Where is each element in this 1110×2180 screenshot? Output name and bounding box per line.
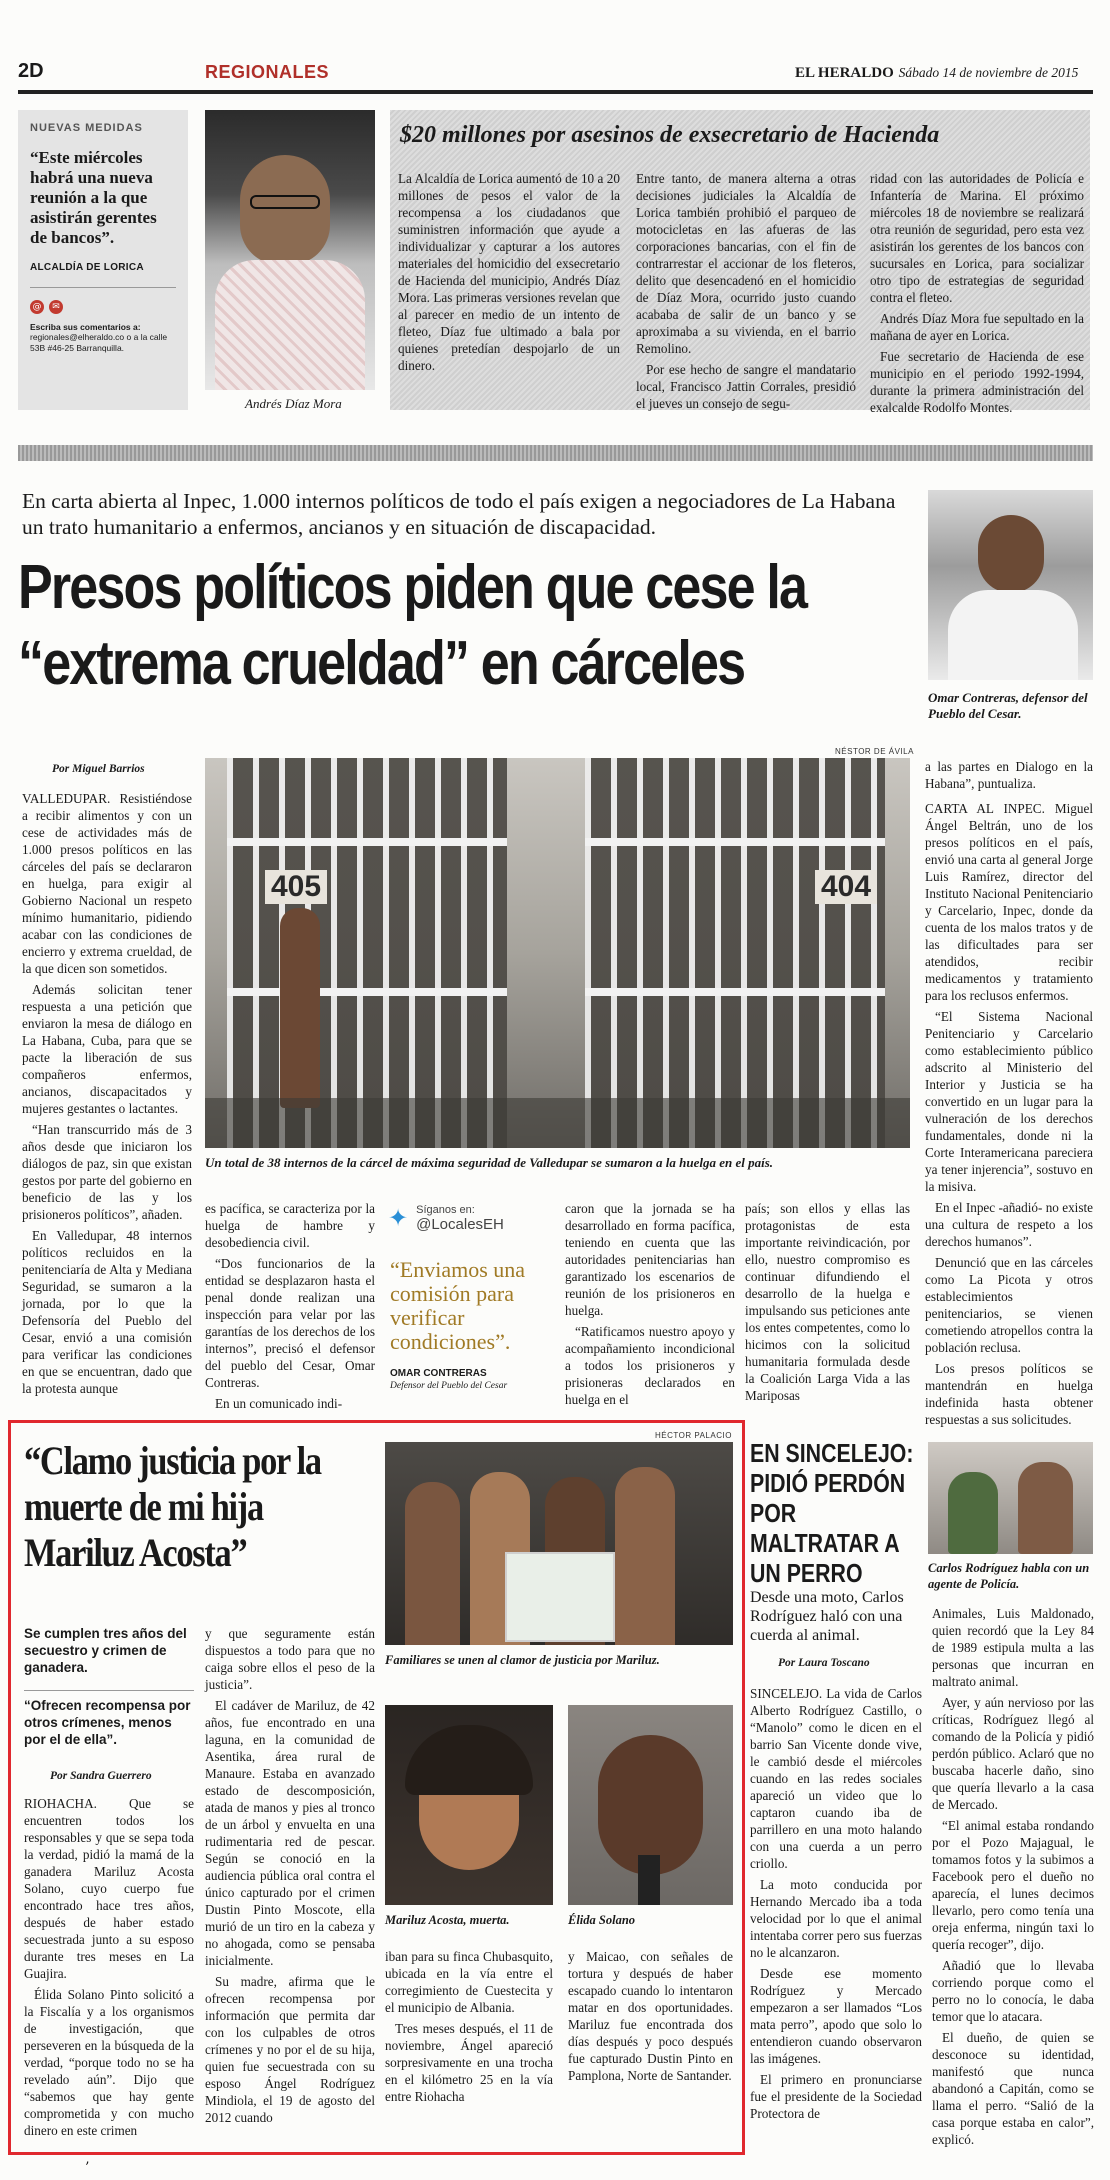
story2-col1-p3: “Han transcurrido más de 3 años desde que iniciaron los diálogos de paz, sin que existan gestos por parte del gobierno en beneficio de las y los prisioneros políticos”, añaden. (22, 1122, 192, 1222)
story2-col5-p4: Denunció que en las cárceles como La Picota y otros establecimientos penitenciarios, se vienen cometiendo atropellos contra la población reclusa. (925, 1255, 1093, 1355)
paper-name: EL HERALDO (795, 65, 894, 81)
mariluz-photo (385, 1705, 553, 1905)
story2-col5-p2: “El Sistema Nacional Penitenciario y Carcelario como establecimiento público adscrito al Ministerio del Interior y Justicia se ha convertido en un lugar para la vulneración de los derechos fundamentales, donde ni la Corte Interamericana pareciera ya tener injerencia”, sostuvo en la misiva. (925, 1009, 1093, 1194)
comment-text: regionales@elheraldo.co o a la calle 53B #46-25 Barranquilla. (30, 332, 168, 353)
elida-photo (568, 1705, 733, 1905)
story2-col4-text: país; son ellos y ellas las protagonistas de esta importante reivindicación, por ello, nuestro compromiso es continuar difundiendo el desarrollo de la huelga e impulsando sus peticiones ante los entes competentes, como lo hicimos con la solicitud humanitaria formulada desde la Coalición Larga Vida a las Mariposas (745, 1201, 910, 1403)
story2-col1-p4: En Valledupar, 48 internos políticos recluidos en la penitenciaría de Alta y Mediana Seguridad, se sumaron a la jornada, por lo que la Defensoría del Pueblo del Cesar, envió a una comisión para verificar las condiciones en que se encuentran, dado que la protesta aunque (22, 1228, 192, 1396)
story2-col2b-text: “Dos funcionarios de la entidad se desplazaron hasta el penal donde realizan una inspección para velar por las garantías de los derechos de los internos”, precisó el defensor del pueblo del Cesar, Omar Contreras. (205, 1256, 375, 1390)
comment-title: Escriba sus comentarios a: (30, 322, 141, 332)
story1-col2b-text: Por ese hecho de sangre el mandatario local, Francisco Jattin Corrales, presidió el jueves un consejo de segu- (636, 362, 856, 411)
story1-col3c-text: Fue secretario de Hacienda de ese municipio en el periodo 1992-1994, durante la primera administración del exalcalde Rodolfo Montes. (870, 349, 1084, 415)
carlos-rodriguez-caption: Carlos Rodríguez habla con un agente de Policía. (928, 1561, 1090, 1591)
elida-photo-caption: Élida Solano (568, 1913, 636, 1927)
issue-date: Sábado 14 de noviembre de 2015 (898, 65, 1079, 80)
page-number: 2D (18, 60, 44, 82)
story3-col2-p2: El cadáver de Mariluz, de 42 años, fue encontrado en una laguna, en la comunidad de Asentika, área rural de Manaure. Estaba en avanzado estado de descomposición, atada de manos y pies al tronco de un árbol y envuelta en una rudimentaria red de pescar. Según se conoció en la audiencia pública oral contra el único capturado por el crimen Dustin Pinto Moscote, ella murió de un tiro en la cabeza y no ahogada, como se pensaba inicialmente. (205, 1698, 375, 1968)
story2-byline: Por Miguel Barrios (52, 763, 145, 775)
cell-number-405: 405 (265, 870, 327, 904)
cell-number-404: 404 (815, 870, 877, 904)
sidebar-kicker: NUEVAS MEDIDAS (30, 122, 143, 134)
story1-col3-text: ridad con las autoridades de Policía e Infantería de Marina. El próximo miércoles 18 de noviembre se realizará otra reunión de seguridad, pero esta vez asistirán los gerentes de los bancos con sucursales en Lorica, para socializar otro tipo de estrategias de seguridad contra el fleteo. (870, 171, 1084, 305)
story4-col2e-text: El dueño, de quien se desconoce su identidad, manifestó que nunca abandonó a Capitán, como se llama el perro. “Salió de la casa porque estaba en calor”, explicó. (932, 2030, 1094, 2147)
story2-col5-p1: CARTA AL INPEC. Miguel Ángel Beltrán, uno de los presos políticos en el país, envió una carta al general Jorge Luis Ramírez, director del Instituto Nacional Penitenciario y Carcelario, Inpec, donde da cuenta de los malos tratos y de las dificultades para ser atendidos, recibir medicamentos y tratamiento para los reclusos enfermos. (925, 801, 1093, 1003)
story2-col3 (565, 1200, 735, 1412)
story1-headline: $20 millones por asesinos de exsecretario de Hacienda (400, 122, 940, 148)
header-rule (18, 90, 1093, 94)
story2-headline-line2: “extrema crueldad” en cárceles (18, 629, 745, 698)
story2-photo-credit: NÉSTOR DE ÁVILA (835, 747, 914, 756)
omar-contreras-photo (928, 490, 1093, 680)
story1-col2-text: Entre tanto, de manera alterna a otras decisiones judiciales la Alcaldía de Lorica también prohibió el parqueo de motocicletas en las afueras de las corporaciones bancarias, con el fin de contrarrestar el accionar de los fleteros, delito que desencadenó en el homicidio de Díaz Mora, ocurrido justo cuando acababa de salir de un banco y se aproximaba a su vivienda, en el barrio Remolino. (636, 171, 856, 356)
follow-label: Síganos en: (416, 1203, 475, 1216)
story2-headline (18, 550, 807, 702)
story3-col1-p1: RIOHACHA. Que se encuentren todos los responsables y que se sepa toda la verdad, pidió la mamá de la ganadera Mariluz Acosta Solano, cuyo cuerpo fue encontrado hace tres años, después de haber estado secuestrada junto a su esposo durante tres meses en La Guajira. (24, 1796, 194, 1981)
story3-byline: Por Sandra Guerrero (50, 1770, 152, 1782)
story4-col2 (932, 1605, 1094, 2152)
omar-contreras-caption: Omar Contreras, defensor del Pueblo del Cesar. (928, 690, 1088, 721)
andres-diaz-caption: Andrés Díaz Mora (245, 396, 342, 411)
story2-col2-text: es pacífica, se caracteriza por la huelga de hambre y desobediencia civil. (205, 1201, 375, 1250)
pull-quote-role: Defensor del Pueblo del Cesar (390, 1381, 508, 1391)
story3-col4-text: y Maicao, con señales de tortura y después de haber escapado cuando lo intentaron matar en dos oportunidades. Mariluz fue encontrada dos días después y poco después fue capturado Dustin Pinto en Pamplona, Norte de Santander. (568, 1949, 733, 2083)
story1-col3b-text: Andrés Díaz Mora fue sepultado en la mañana de ayer en Lorica. (870, 311, 1084, 343)
pull-quote-name: OMAR CONTRERAS (390, 1368, 487, 1379)
story4-col1 (750, 1685, 922, 2126)
story4-col1c-text: Desde ese momento Rodríguez y Mercado empezaron a ser llamados “Los mata perro”, apodo que solo lo entendieron cuando observaron las imágenes. (750, 1966, 922, 2066)
story2-col1 (22, 790, 192, 1401)
carlos-rodriguez-photo (928, 1442, 1093, 1554)
story3-photo-credit: HÉCTOR PALACIO (655, 1431, 732, 1440)
story4-byline: Por Laura Toscano (778, 1657, 870, 1669)
story4-col1d-text: El primero en pronunciarse fue el presidente de la Sociedad Protectora de (750, 2072, 922, 2121)
masthead (795, 63, 1078, 82)
pull-quote: “Enviamos una comisión para verificar condiciones”. (390, 1257, 526, 1354)
email-icon[interactable]: @ (30, 300, 44, 314)
footer-mark: ’ (85, 2160, 90, 2176)
follow-box[interactable] (388, 1197, 548, 1239)
section-name: REGIONALES (205, 62, 330, 82)
sidebar-quote: “Este miércoles habrá una nueva reunión a la que asistirán gerentes de bancos”. (30, 148, 157, 247)
story2-col5 (925, 758, 1093, 1432)
story3-col3 (385, 1948, 553, 2109)
story4-col1b-text: La moto conducida por Hernando Mercado iba a toda velocidad por lo que el animal intentaba correr pero sus fuerzas no le alcanzaron. (750, 1877, 922, 1960)
story3-col2-p1: y que seguramente están dispuestos a todo para que no caiga sobre ellos el peso de la justicia”. (205, 1626, 375, 1692)
story3-dek1: Se cumplen tres años del secuestro y crimen de ganadera. (24, 1626, 187, 1675)
story3-col3b-text: Tres meses después, el 11 de noviembre, Ángel apareció sorpresivamente en una trocha en el kilómetro 25 en la vía entre Riohacha (385, 2021, 553, 2104)
twitter-icon[interactable]: ✦ (388, 1204, 409, 1232)
andres-diaz-photo (205, 110, 375, 390)
story2-col3b-text: “Ratificamos nuestro apoyo y acompañamiento incondicional a todos los prisioneros y prisioneras declarados en huelga en el (565, 1324, 735, 1407)
story4-col1-text: SINCELEJO. La vida de Carlos Alberto Rodríguez Castillo, o “Manolo” como le dicen en el barrio San Vicente donde vive, le cambió desde el miércoles cuando en las redes sociales apareció un video que lo captaron cuando iba de parrillero en una moto halando con una cuerda a un perro criollo. (750, 1686, 922, 1871)
story1-col2 (636, 170, 856, 416)
story2-col5-top: a las partes en Dialogo en la Habana”, puntualiza. (925, 759, 1093, 791)
story4-col2b-text: Ayer, y aún nervioso por las críticas, Rodríguez llegó al comando de la Policía y pidió perdón público. Aclaró que no buscaba hacerle daño, sino que quería llevarlo a la casa de Mercado. (932, 1695, 1094, 1812)
story2-dek: En carta abierta al Inpec, 1.000 internos políticos de todo el país exigen a negociadores de La Habana un trato humanitario a enfermos, ancianos y en situación de discapacidad. (22, 489, 896, 539)
prison-photo-caption: Un total de 38 internos de la cárcel de máxima seguridad de Valledupar se sumaron a la huelga en el país. (205, 1155, 774, 1170)
story2-col3-text: caron que la jornada se ha desarrollado en forma pacífica, teniendo en cuenta que las autoridades penitenciarias han garantizado los escenarios de reunión de los prisioneros en huelga. (565, 1201, 735, 1318)
story1-col3 (870, 170, 1084, 420)
story3-col4 (568, 1948, 733, 2088)
story3-col1-p2: Élida Solano Pinto solicitó a la Fiscalía y a los organismos de investigación, que perseveren en la búsqueda de la verdad, “porque todo no se ha revelado aún”. Dijo que “sabemos que hay gente comprometida y con mucho dinero en este crimen (24, 1987, 194, 2138)
story2-col2c-text: En un comunicado indi- (215, 1396, 343, 1411)
story3-headline: “Clamo justicia por la muerte de mi hija Mariluz Acosta” (24, 1438, 321, 1575)
story2-col1-p1: VALLEDUPAR. Resistiéndose a recibir alimentos y con un cese de actividades más de 1.000 presos políticos en las cárceles del país se declararon en huelga, para exigir al Gobierno Nacional un respeto mínimo humanitario, pidiendo acabar con las condiciones de encierro y extrema crueldad, de la que dicen son sometidos. (22, 791, 192, 976)
family-photo (385, 1442, 733, 1645)
story3-col1 (24, 1795, 194, 2143)
story3-dek2: “Ofrecen recompensa por otros crímenes, menos por el de ella”. (24, 1690, 194, 1748)
story2-col4 (745, 1200, 910, 1408)
contact-icon[interactable]: ✉ (49, 300, 63, 314)
story3-col2 (205, 1625, 375, 2130)
story3-col2-p3: Su madre, afirma que le ofrecen recompensa por información que permita dar con los culpables de otros crímenes y no por el de su hija, quien fue secuestrada con su esposo Ángel Rodríguez Mindiola, el 19 de agosto del 2012 cuando (205, 1974, 375, 2125)
sidebar (18, 110, 188, 410)
prison-photo (205, 758, 910, 1148)
story1-col1-text: La Alcaldía de Lorica aumentó de 10 a 20 millones de pesos el valor de la recompensa a los ciudadanos que suministren información que ayude a individualizar y capturar a los autores materiales del homicidio del exsecretario de Hacienda del municipio, Andrés Díaz Mora. Las primeras versiones revelan que al parecer en medio de un intento de fleteo, Díaz fue ultimado a bala por quienes pretedían despojarlo de un dinero. (398, 171, 620, 373)
story4-dek: Desde una moto, Carlos Rodríguez haló con una cuerda al animal. (750, 1589, 904, 1644)
follow-handle[interactable]: @LocalesEH (416, 1215, 504, 1233)
story2-col2 (205, 1200, 375, 1416)
story3-col3-text: iban para su finca Chubasquito, ubicada en la vía entre el corregimiento de Cuestecita y el municipio de Albania. (385, 1949, 553, 2015)
story4-headline: EN SINCELEJO: PIDIÓ PERDÓN POR MALTRATAR A UN PERRO (750, 1438, 914, 1588)
family-photo-caption: Familiares se unen al clamor de justicia por Mariluz. (385, 1653, 660, 1667)
story4-col2c-text: “El animal estaba rondando por el Pozo Majagual, le tomamos fotos y la subimos a Facebook pero el dueño no aparecía, el lunes decimos llevarlo, pero como tenía una oreja enferma, ningún taxi lo quería recoger”, dijo. (932, 1818, 1094, 1952)
story4-col2-text: Animales, Luis Maldonado, quien recordó que la Ley 84 de 1989 estipula multa a las personas que incurran en maltrato animal. (932, 1606, 1094, 1689)
story2-headline-line1: Presos políticos piden que cese la (18, 553, 807, 622)
mariluz-photo-caption: Mariluz Acosta, muerta. (385, 1913, 510, 1927)
sidebar-source: ALCALDÍA DE LORICA (30, 262, 144, 273)
story1-col1 (398, 170, 620, 378)
story2-col5-p3: En el Inpec -añadió- no existe una cultura de respeto a los derechos humanos”. (925, 1200, 1093, 1249)
section-divider (18, 445, 1093, 461)
story2-col1-p2: Además solicitan tener respuesta a una petición que enviaron la mesa de diálogo en La Habana, Cuba, para que se pacte la liberación de sus compañeros enfermos, ancianos, discapacitados y mujeres gestantes o lactantes. (22, 982, 192, 1116)
story2-col5-p5: Los presos políticos se mantendrán en huelga indefinida hasta obtener respuestas a sus solicitudes. (925, 1361, 1093, 1427)
story4-col2d-text: Añadió que lo llevaba corriendo porque como el perro no lo conocía, le daba temor que lo atacara. (932, 1958, 1094, 2024)
